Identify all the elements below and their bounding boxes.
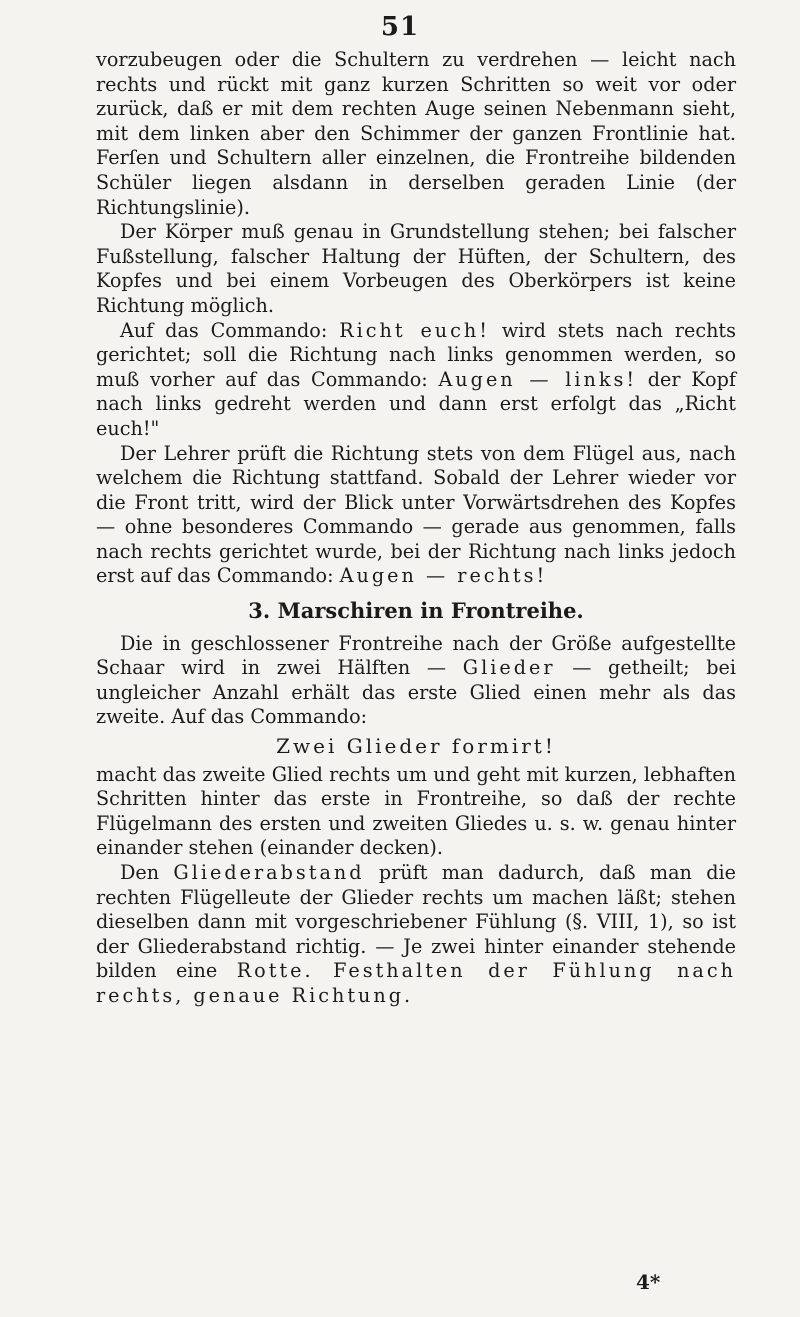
signature-mark: 4*	[636, 1270, 661, 1294]
paragraph	[96, 861, 736, 1009]
paragraph	[96, 319, 736, 442]
paragraph	[96, 442, 736, 590]
command-line: Zwei Glieder formirt!	[276, 734, 556, 759]
text-run: wird stets nach rechts gerichtet; soll die Richtung nach links genommen werden, so muß vorher auf das Commando:	[96, 318, 736, 391]
text-run: der Kopf nach links gedreht werden und dann erst erfolgt das „Richt euch!"	[96, 367, 736, 440]
text-run: Auf das Commando:	[120, 318, 340, 342]
paragraph: vorzubeugen oder die Schultern zu verdrehen — leicht nach rechts und rückt mit ganz kurzen Schritten so weit vor oder zurück, daß er mit dem rechten Auge seinen Nebenmann sieht, mit dem linken aber den Schimmer der ganzen Frontlinie hat. Ferſen und Schultern aller einzelnen, die Frontreihe bildenden Schüler liegen alsdann in derselben geraden Linie (der Richtungslinie).	[96, 48, 736, 219]
command-text: Augen — links!	[438, 367, 638, 391]
text-run: prüft man dadurch, daß man die rechten Flügelleute der Glieder rechts um machen läßt; stehen dieselben dann mit vorgeschriebener Fühlung (§. VIII, 1), so ist der Gliederabstand richtig. — Je zwei hinter einander stehende bilden eine	[96, 861, 736, 983]
emphasis-text: Glieder	[462, 656, 556, 680]
body-text	[96, 48, 736, 1009]
emphasis-text: Gliederabstand	[173, 861, 365, 884]
text-run: Die in geschlossener Frontreihe nach der Größe aufgestellte Schaar wird in zwei Hälften —	[96, 631, 736, 680]
paragraph: Der Körper muß genau in Grundstellung stehen; bei falscher Fußstellung, falscher Haltung der Hüften, der Schultern, des Kopfes und bei einem Vorbeugen des Oberkörpers ist keine Richtung möglich.	[96, 220, 736, 317]
paragraph: macht das zweite Glied rechts um und geht mit kurzen, lebhaften Schritten hinter das erste in Frontreihe, so daß der rechte Flügelmann des ersten und zweiten Gliedes u. s. w. genau hinter einander stehen (einander decken).	[96, 762, 736, 860]
command-text: Augen — rechts!	[339, 564, 548, 588]
section-heading: 3. Marschiren in Frontreihe.	[248, 598, 584, 624]
text-run: — getheilt; bei ungleicher Anzahl erhält das erste Glied einen mehr als das zweite. Auf das Commando:	[96, 656, 736, 729]
emphasis-text: Rotte.	[236, 959, 314, 983]
text-run: Der Lehrer prüft die Richtung stets von dem Flügel aus, nach welchem die Richtung stattfand. Sobald der Lehrer wieder vor die Front tritt, wird der Blick unter Vorwärtsdrehen des Kopfes — ohne besonderes Commando — gerade aus genommen, falls nach rechts gerichtet wurde, bei der Richtung nach links jedoch erst auf das Commando:	[96, 441, 736, 588]
command-text: Richt euch!	[339, 318, 490, 342]
text-run	[314, 959, 334, 982]
paragraph	[96, 632, 736, 730]
text-run: Den	[120, 861, 174, 884]
emphasis-text: Festhalten der Fühlung nach rechts, genaue Richtung.	[96, 959, 736, 1007]
page-number: 51	[380, 12, 420, 42]
